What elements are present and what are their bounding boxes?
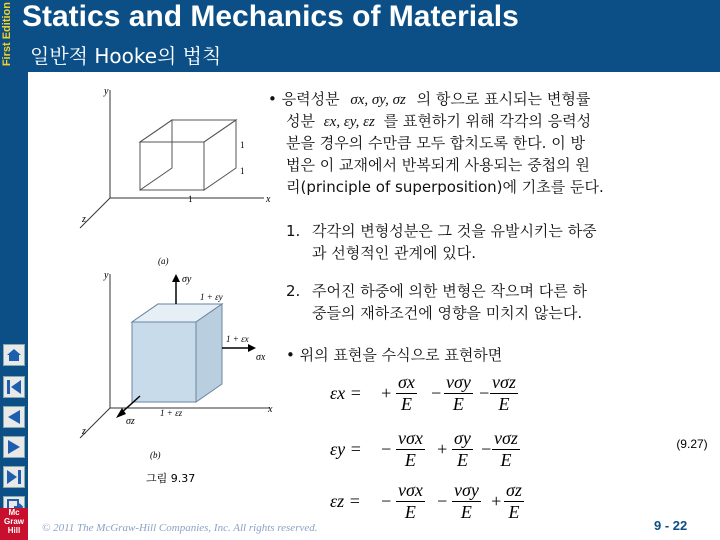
equation-number: (9.27) (676, 437, 708, 451)
stress-x-label: σx (256, 352, 266, 363)
last-icon (4, 467, 24, 487)
eq-sign: + (380, 383, 393, 403)
first-icon (4, 377, 24, 397)
item-2-line-1: 주어진 하중에 의한 변형은 작으며 다른 하 (312, 282, 587, 300)
axis-z-label-a: z (82, 214, 86, 225)
cube-side-label: 1 (240, 140, 245, 150)
bullet-line-5: 리(principle of superposition)에 기초를 둔다. (286, 178, 604, 196)
eq-operator: − (430, 383, 443, 403)
strain-components: εx, εy, εz (323, 114, 375, 130)
bullet-line-4: 법은 이 교재에서 반복되게 사용되는 중첩의 원 (286, 156, 590, 174)
axis-x-label-a: x (266, 194, 271, 205)
bullet-2: • 위의 표현을 수식으로 표현하면 (286, 346, 503, 364)
item-1-line-2: 과 선형적인 관계에 있다. (312, 244, 476, 262)
slide-title: 일반적 Hooke의 법칙 (30, 44, 222, 68)
home-icon (4, 345, 24, 365)
part-a-label: (a) (158, 256, 169, 266)
item-number-2: 2. (286, 282, 301, 300)
figure-9-37 (82, 78, 280, 490)
deformed-length-y: 1 + εy (200, 292, 223, 302)
part-b-label: (b) (150, 450, 161, 460)
axis-x-label-b: x (268, 404, 273, 415)
publisher-logo: Mc Graw Hill (0, 508, 28, 540)
deformed-length-x: 1 + εx (226, 334, 249, 344)
previous-slide-button[interactable] (3, 406, 25, 428)
unit-cube-figure (80, 90, 264, 228)
equation-row-x: εx = + $\frac{\sigma x}{E}$ − νσy E − νσz E (330, 372, 516, 414)
first-slide-button[interactable] (3, 376, 25, 398)
eq-numerator: σx (398, 372, 415, 392)
equation-row-z: εz = − νσx E − νσy E + $\frac{\sigma z}{E}$ (330, 480, 522, 522)
item-1-line-1: 각각의 변형성분은 그 것을 유발시키는 하중 (312, 222, 597, 240)
cube-side-label: 1 (188, 194, 193, 204)
bullet-line-3: 분을 경우의 수만큼 모두 합치도록 한다. 이 방 (286, 134, 585, 152)
cube-side-label: 1 (240, 166, 245, 176)
equation-row-y: εy = − νσx E + $\frac{\sigma y}{E}$ − νσz E (330, 428, 518, 470)
next-icon (4, 437, 24, 457)
next-slide-button[interactable] (3, 436, 25, 458)
bullet-line-1: • 응력성분 σx, σy, σz 의 항으로 표시되는 변형률 (268, 90, 591, 108)
item-2-line-2: 중들의 재하조건에 영향을 미치지 않는다. (312, 304, 583, 322)
deformed-length-z: 1 + εz (160, 408, 183, 418)
edition-label: First Edition (1, 2, 13, 67)
stress-z-label: σz (126, 416, 135, 427)
figure-caption: 그림 9.37 (146, 472, 196, 485)
axis-y-label-b: y (104, 270, 109, 281)
item-number-1: 1. (286, 222, 301, 240)
course-title: Statics and Mechanics of Materials (22, 0, 519, 33)
bullet-line-2: 성분 εx, εy, εz 를 표현하기 위해 각각의 응력성 (286, 112, 592, 130)
stress-y-label: σy (182, 274, 192, 285)
page-number: 9 - 22 (654, 518, 688, 533)
last-slide-button[interactable] (3, 466, 25, 488)
axis-y-label-a: y (104, 86, 109, 97)
eq-lhs: εx = (330, 383, 362, 403)
copyright-text: © 2011 The McGraw-Hill Companies, Inc. All rights reserved. (42, 522, 318, 534)
stress-components: σx, σy, σz (350, 92, 406, 108)
axis-z-label-b: z (82, 426, 86, 437)
nav-sidebar (0, 72, 28, 540)
home-button[interactable] (3, 344, 25, 366)
previous-icon (4, 407, 24, 427)
